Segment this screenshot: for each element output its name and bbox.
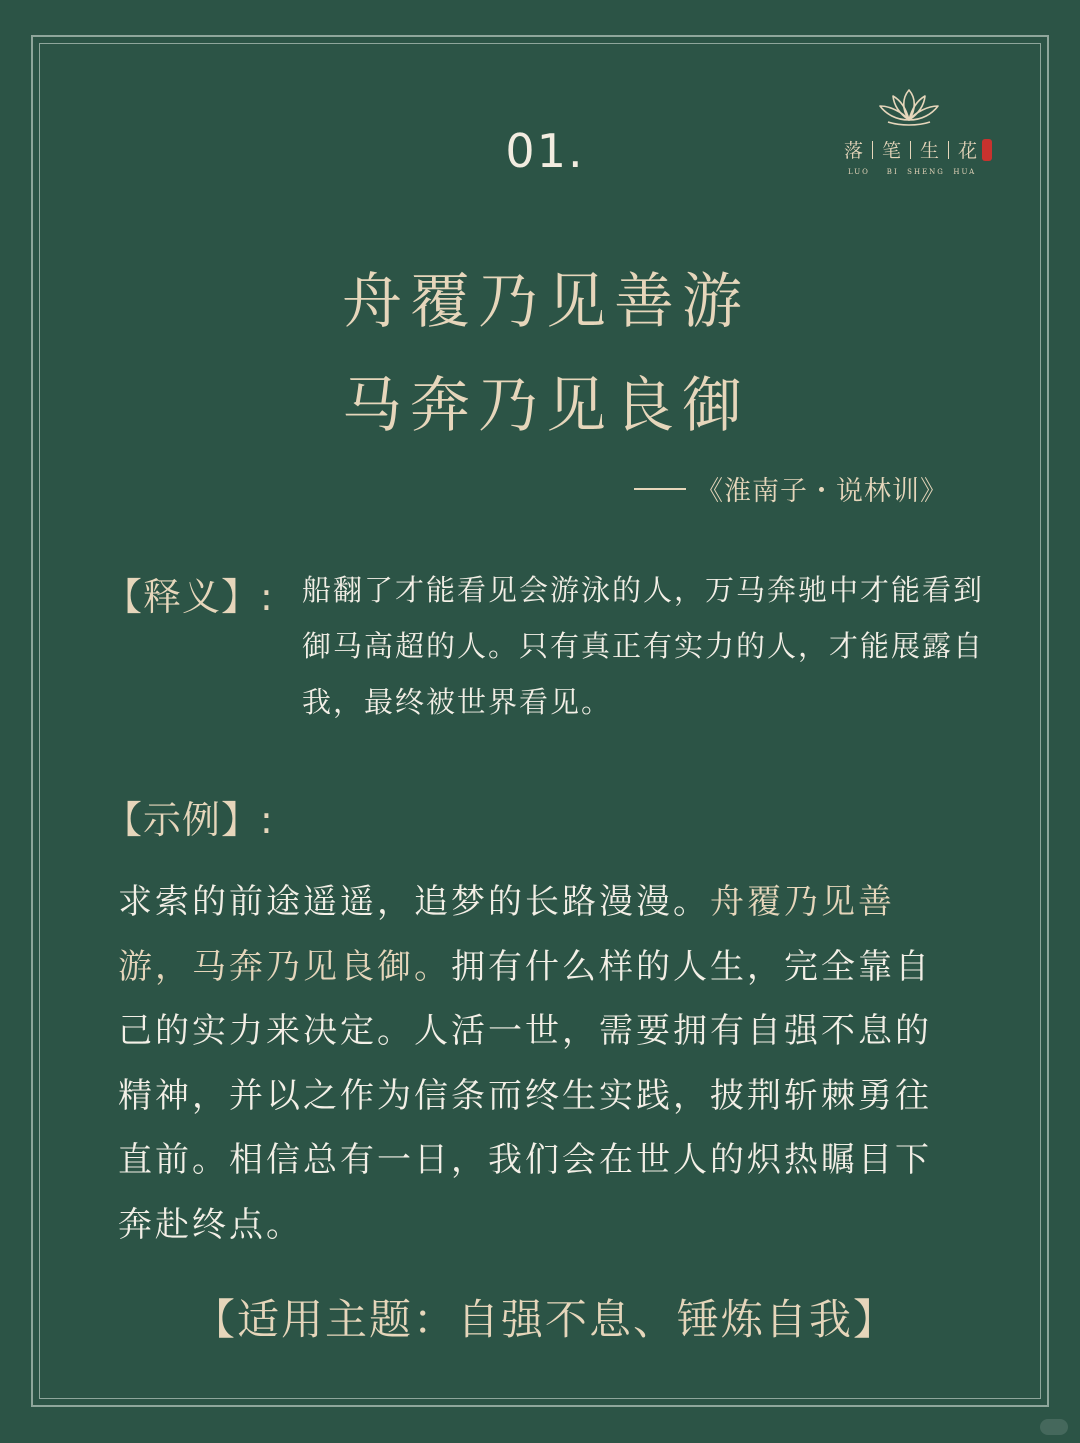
source-citation [634, 469, 948, 508]
meaning-text: 船翻了才能看见会游泳的人，万马奔驰中才能看到御马高超的人。只有真正有实力的人，才能展露自我，最终被世界看见。 [302, 573, 985, 719]
title-line-2: 马奔乃见良御 [342, 371, 750, 441]
logo-pinyin: LUO BI SHENG HUA [848, 168, 977, 176]
logo-char: 落 [844, 140, 864, 162]
entry-number: 01. [505, 124, 585, 178]
logo-char: 笔 [882, 140, 902, 162]
logo-char: 花 [958, 140, 978, 162]
logo-char: 生 [920, 140, 940, 162]
watermark-badge [1040, 1419, 1068, 1435]
meaning-label: 【释义】: [104, 575, 274, 619]
example-text: 拥有什么样的人生，完全靠自己的实力来决定。人活一世，需要拥有自强不息的精神，并以之作为信条而终生实践，披荆斩棘勇往直前。相信总有一日，我们会在世人的炽热瞩目下奔赴终点。 [118, 946, 932, 1245]
example-highlight: 舟覆乃见善游，马奔乃见良御。 [118, 882, 895, 987]
theme-line: 【适用主题：自强不息、锤炼自我】 [192, 1295, 897, 1344]
lotus-icon [876, 86, 942, 128]
source-dash [634, 488, 686, 490]
title-line-1: 舟覆乃见善游 [342, 267, 750, 337]
source-text: 《淮南子・说林训》 [696, 476, 948, 507]
example-label: 【示例】: [104, 798, 274, 842]
example-text: 求索的前途遥遥，追梦的长路漫漫。 [118, 882, 710, 922]
example-paragraph [118, 870, 963, 1257]
